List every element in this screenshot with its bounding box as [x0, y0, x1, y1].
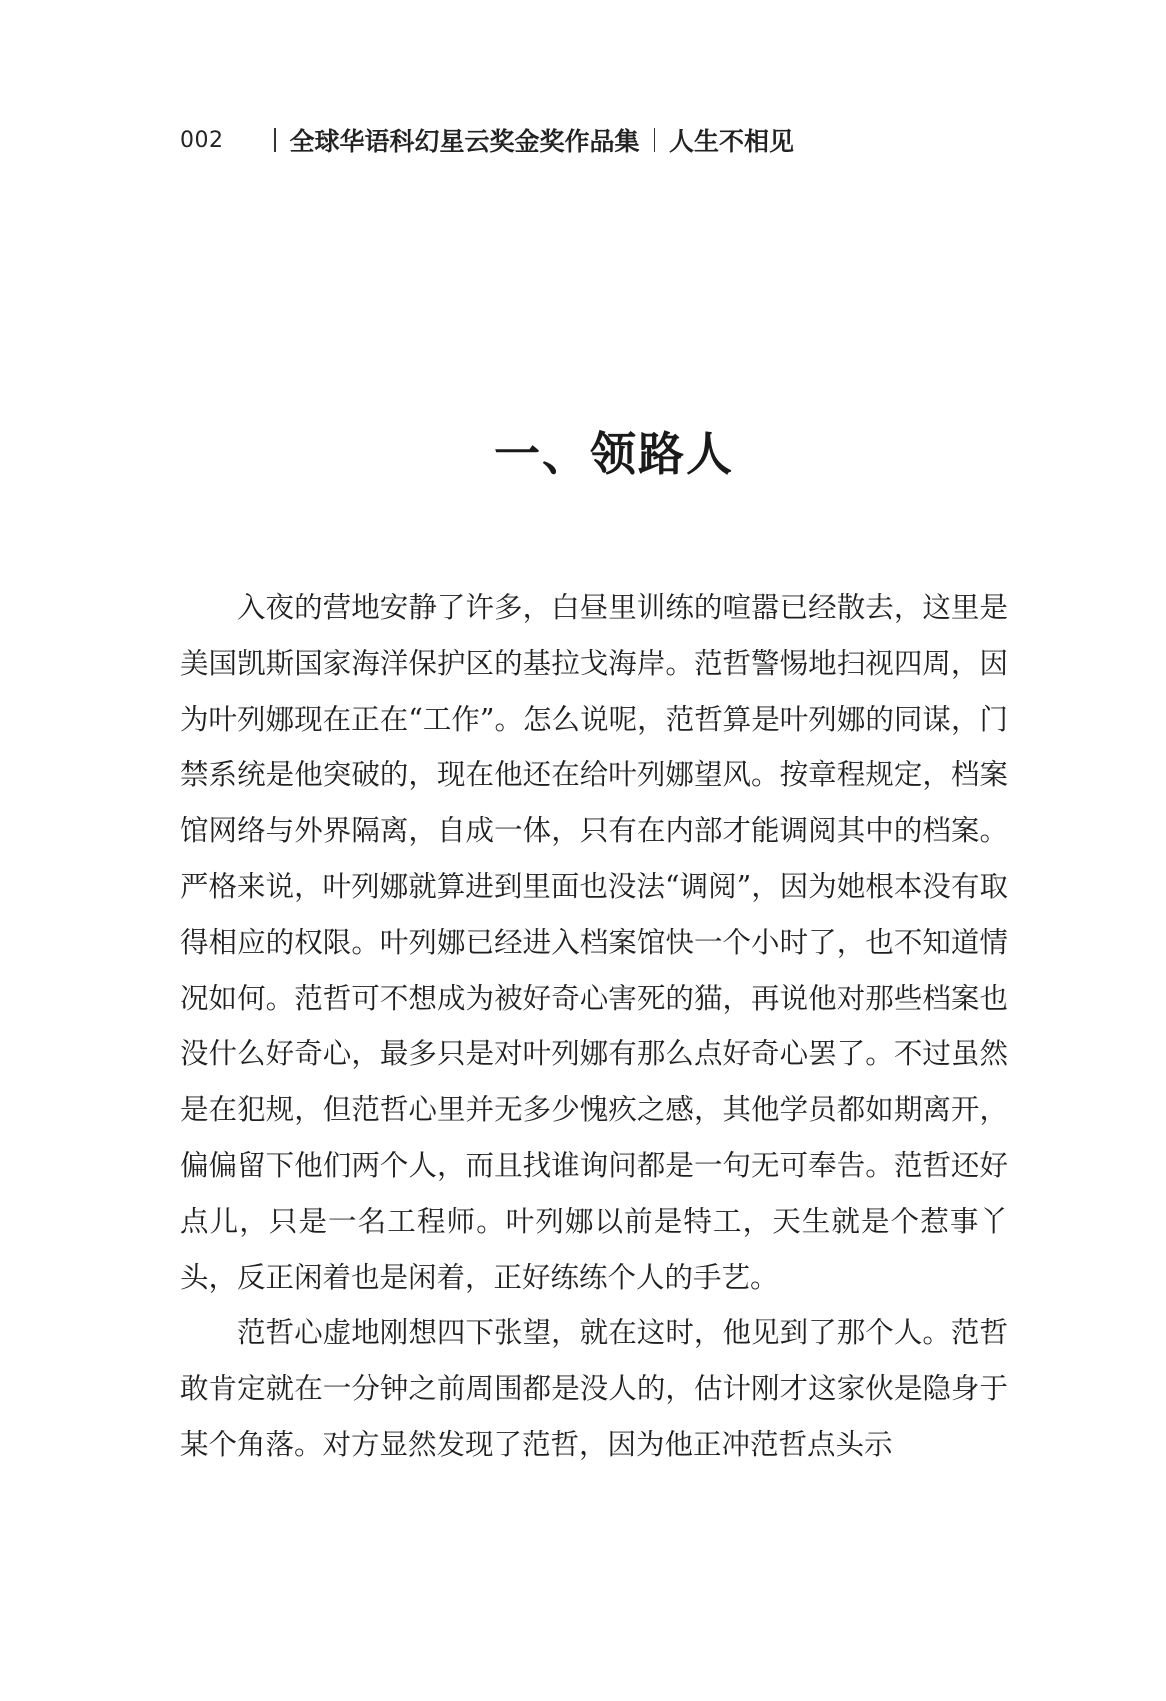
header-divider [654, 128, 656, 152]
header-divider [274, 128, 276, 152]
book-title: 全球华语科幻星云奖金奖作品集 [289, 127, 640, 156]
page-number: 002 [180, 127, 224, 153]
paragraph: 范哲心虚地刚想四下张望，就在这时，他见到了那个人。范哲敢肯定就在一分钟之前周围都是没人的，估计刚才这家伙是隐身于某个角落。对方显然发现了范哲，因为他正冲范哲点头示 [180, 1316, 1008, 1461]
body-text [180, 580, 1008, 1473]
chapter-title: 一、领路人 [494, 427, 734, 481]
story-title: 人生不相见 [669, 127, 795, 156]
paragraph: 入夜的营地安静了许多，白昼里训练的喧嚣已经散去，这里是美国凯斯国家海洋保护区的基拉戈海岸。范哲警惕地扫视四周，因为叶列娜现在正在“工作”。怎么说呢，范哲算是叶列娜的同谋，门禁系统是他突破的，现在他还在给叶列娜望风。按章程规定，档案馆网络与外界隔离，自成一体，只有在内部才能调阅其中的档案。严格来说，叶列娜就算进到里面也没法“调阅”，因为她根本没有取得相应的权限。叶列娜已经进入档案馆快一个小时了，也不知道情况如何。范哲可不想成为被好奇心害死的猫，再说他对那些档案也没什么好奇心，最多只是对叶列娜有那么点好奇心罢了。不过虽然是在犯规，但范哲心里并无多少愧疚之感，其他学员都如期离开，偏偏留下他们两个人，而且找谁询问都是一句无可奉告。范哲还好点儿，只是一名工程师。叶列娜以前是特工，天生就是个惹事丫头，反正闲着也是闲着，正好练练个人的手艺。 [180, 591, 1008, 1294]
running-header [180, 120, 794, 160]
